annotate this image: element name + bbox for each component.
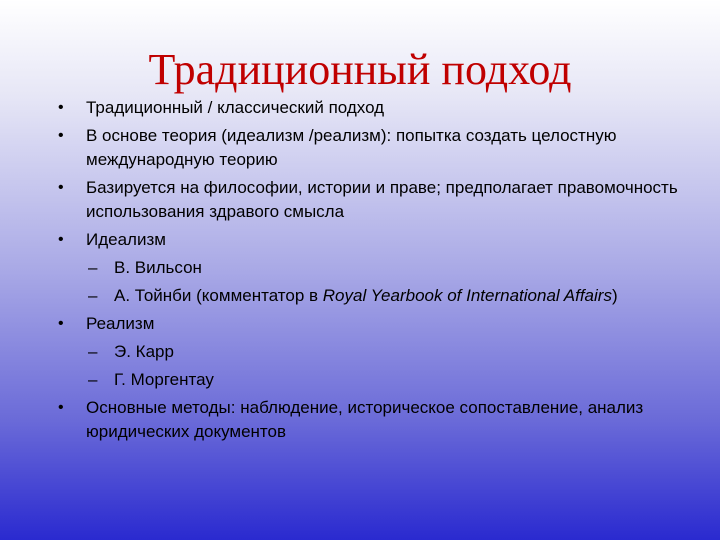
bullet-marker: • xyxy=(58,179,64,196)
bullet-marker: • xyxy=(58,127,64,144)
bullet-text: Традиционный / классический подход xyxy=(86,98,385,117)
bullet-item xyxy=(58,396,678,444)
dash-marker: – xyxy=(88,258,98,277)
bullet-text: Реализм xyxy=(86,314,155,333)
bullet-text: В. Вильсон xyxy=(114,258,202,277)
bullet-text: Г. Моргентау xyxy=(114,370,214,389)
bullet-text-prefix: А. Тойнби (комментатор в xyxy=(114,286,323,305)
sub-bullet-item xyxy=(58,284,678,308)
bullet-text-suffix: ) xyxy=(611,286,618,305)
slide-title: Традиционный подход xyxy=(148,45,572,94)
bullet-text: В основе теория (идеализм /реализм): попытка создать целостную международную теорию xyxy=(86,126,617,169)
publication-title: Royal Yearbook of International Affairs xyxy=(322,286,612,305)
bullet-text: Э. Карр xyxy=(114,342,174,361)
sub-bullet-item xyxy=(58,368,678,392)
bullet-text: Основные методы: наблюдение, историческое сопоставление, анализ юридических документов xyxy=(86,398,644,441)
dash-marker: – xyxy=(88,286,98,305)
bullet-item xyxy=(58,228,678,252)
bullet-item xyxy=(58,312,678,336)
bullet-item xyxy=(58,96,678,120)
bullet-marker: • xyxy=(58,99,64,116)
bullet-item xyxy=(58,176,678,224)
bullet-list xyxy=(58,96,678,448)
dash-marker: – xyxy=(88,370,98,389)
bullet-item xyxy=(58,124,678,172)
bullet-marker: • xyxy=(58,231,64,248)
sub-bullet-item xyxy=(58,340,678,364)
dash-marker: – xyxy=(88,342,98,361)
bullet-text: Идеализм xyxy=(86,230,166,249)
bullet-text: Базируется на философии, истории и праве; предполагает правомочность использования здравого смысла xyxy=(86,178,678,221)
bullet-marker: • xyxy=(58,399,64,416)
bullet-marker: • xyxy=(58,315,64,332)
sub-bullet-item xyxy=(58,256,678,280)
